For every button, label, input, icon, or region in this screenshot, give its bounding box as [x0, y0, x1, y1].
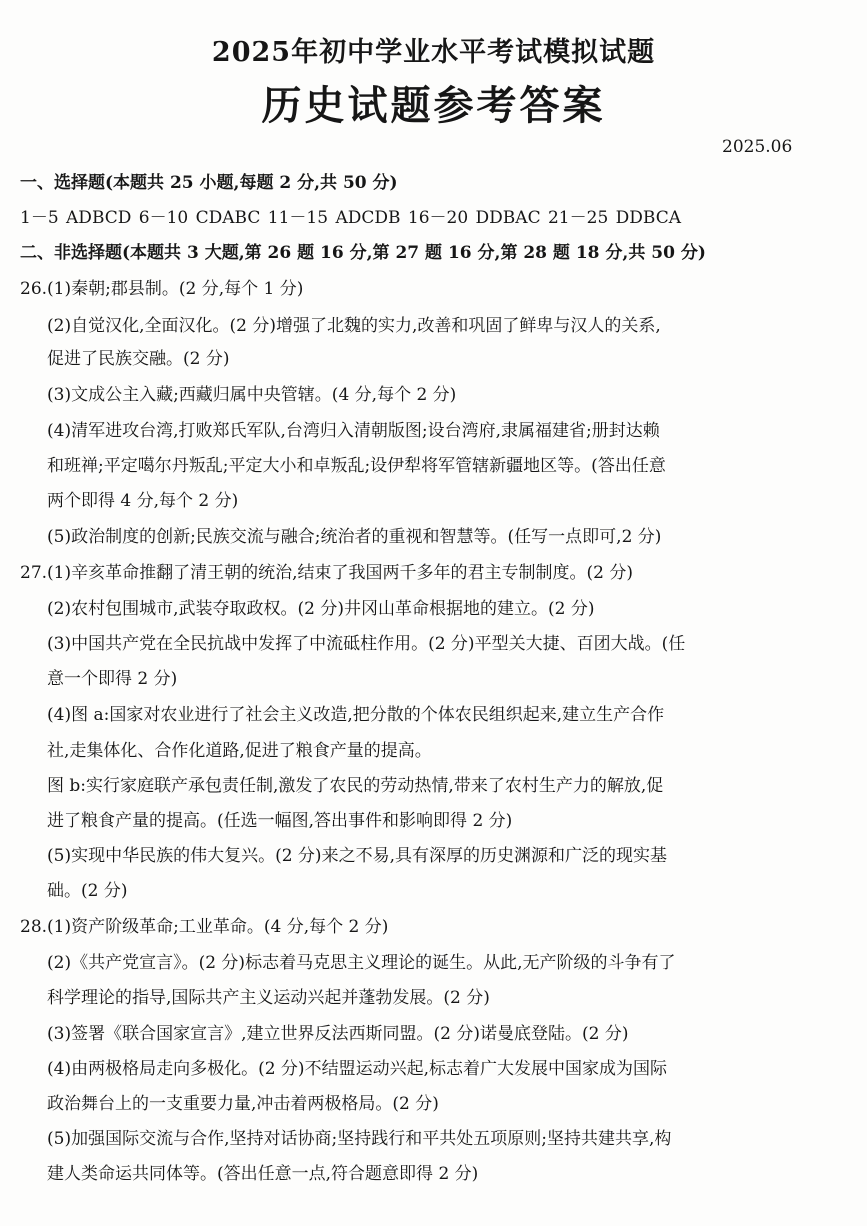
answer-line: 建人类命运共同体等。(答出任意一点,符合题意即得 2 分): [47, 1164, 479, 1184]
exam-subtitle: 2025年初中学业水平考试模拟试题: [211, 37, 656, 68]
answer-line: 社,走集体化、合作化道路,促进了粮食产量的提高。: [47, 741, 432, 761]
answer-line: (5)加强国际交流与合作,坚持对话协商;坚持践行和平共处五项原则;坚持共建共享,构: [47, 1129, 672, 1149]
answer-line: 26.(1)秦朝;郡县制。(2 分,每个 1 分): [20, 279, 304, 299]
answer-line: 图 b:实行家庭联产承包责任制,激发了农民的劳动热情,带来了农村生产力的解放,促: [47, 776, 664, 796]
exam-date: 2025.06: [722, 137, 793, 157]
answer-line: 促进了民族交融。(2 分): [47, 349, 230, 369]
answer-line: (2)农村包围城市,武装夺取政权。(2 分)井冈山革命根据地的建立。(2 分): [47, 599, 595, 619]
answer-line: (2)自觉汉化,全面汉化。(2 分)增强了北魏的实力,改善和巩固了鲜卑与汉人的关系,: [47, 316, 661, 336]
answer-line: 政治舞台上的一支重要力量,冲击着两极格局。(2 分): [47, 1094, 439, 1114]
answer-line: (3)签署《联合国家宣言》,建立世界反法西斯同盟。(2 分)诺曼底登陆。(2 分): [47, 1024, 629, 1044]
section2-heading: 二、非选择题(本题共 3 大题,第 26 题 16 分,第 27 题 16 分,第 28 题 18 分,共 50 分): [20, 243, 706, 263]
answer-line: (4)清军进攻台湾,打败郑氏军队,台湾归入清朝版图;设台湾府,隶属福建省;册封达赖: [47, 421, 660, 441]
answer-line: (3)中国共产党在全民抗战中发挥了中流砥柱作用。(2 分)平型关大捷、百团大战。(任: [47, 634, 686, 654]
answer-line: 意一个即得 2 分): [47, 669, 178, 689]
answer-line: 两个即得 4 分,每个 2 分): [47, 491, 239, 511]
answer-line: 科学理论的指导,国际共产主义运动兴起并蓬勃发展。(2 分): [47, 988, 490, 1008]
answer-line: 进了粮食产量的提高。(任选一幅图,答出事件和影响即得 2 分): [47, 811, 513, 831]
page-title: 历史试题参考答案: [261, 82, 606, 129]
answer-line: (4)由两极格局走向多极化。(2 分)不结盟运动兴起,标志着广大发展中国家成为国际: [47, 1059, 667, 1079]
answer-line: 28.(1)资产阶级革命;工业革命。(4 分,每个 2 分): [20, 917, 389, 937]
answer-line: (4)图 a:国家对农业进行了社会主义改造,把分散的个体农民组织起来,建立生产合作: [47, 705, 665, 725]
answer-line: (2)《共产党宣言》。(2 分)标志着马克思主义理论的诞生。从此,无产阶级的斗争有了: [47, 953, 676, 973]
answer-line: 和班禅;平定噶尔丹叛乱;平定大小和卓叛乱;设伊犁将军管辖新疆地区等。(答出任意: [47, 456, 666, 476]
answer-line: 础。(2 分): [47, 881, 128, 901]
choice-answers: 1－5 ADBCD 6－10 CDABC 11－15 ADCDB 16－20 DDBAC 21－25 DDBCA: [20, 208, 682, 228]
section1-heading: 一、选择题(本题共 25 小题,每题 2 分,共 50 分): [20, 173, 398, 193]
answer-line: (5)政治制度的创新;民族交流与融合;统治者的重视和智慧等。(任写一点即可,2 分): [47, 527, 662, 547]
answer-line: (5)实现中华民族的伟大复兴。(2 分)来之不易,具有深厚的历史渊源和广泛的现实基: [47, 846, 667, 866]
answer-line: (3)文成公主入藏;西藏归属中央管辖。(4 分,每个 2 分): [47, 385, 457, 405]
answer-line: 27.(1)辛亥革命推翻了清王朝的统治,结束了我国两千多年的君主专制制度。(2 分): [20, 563, 634, 583]
